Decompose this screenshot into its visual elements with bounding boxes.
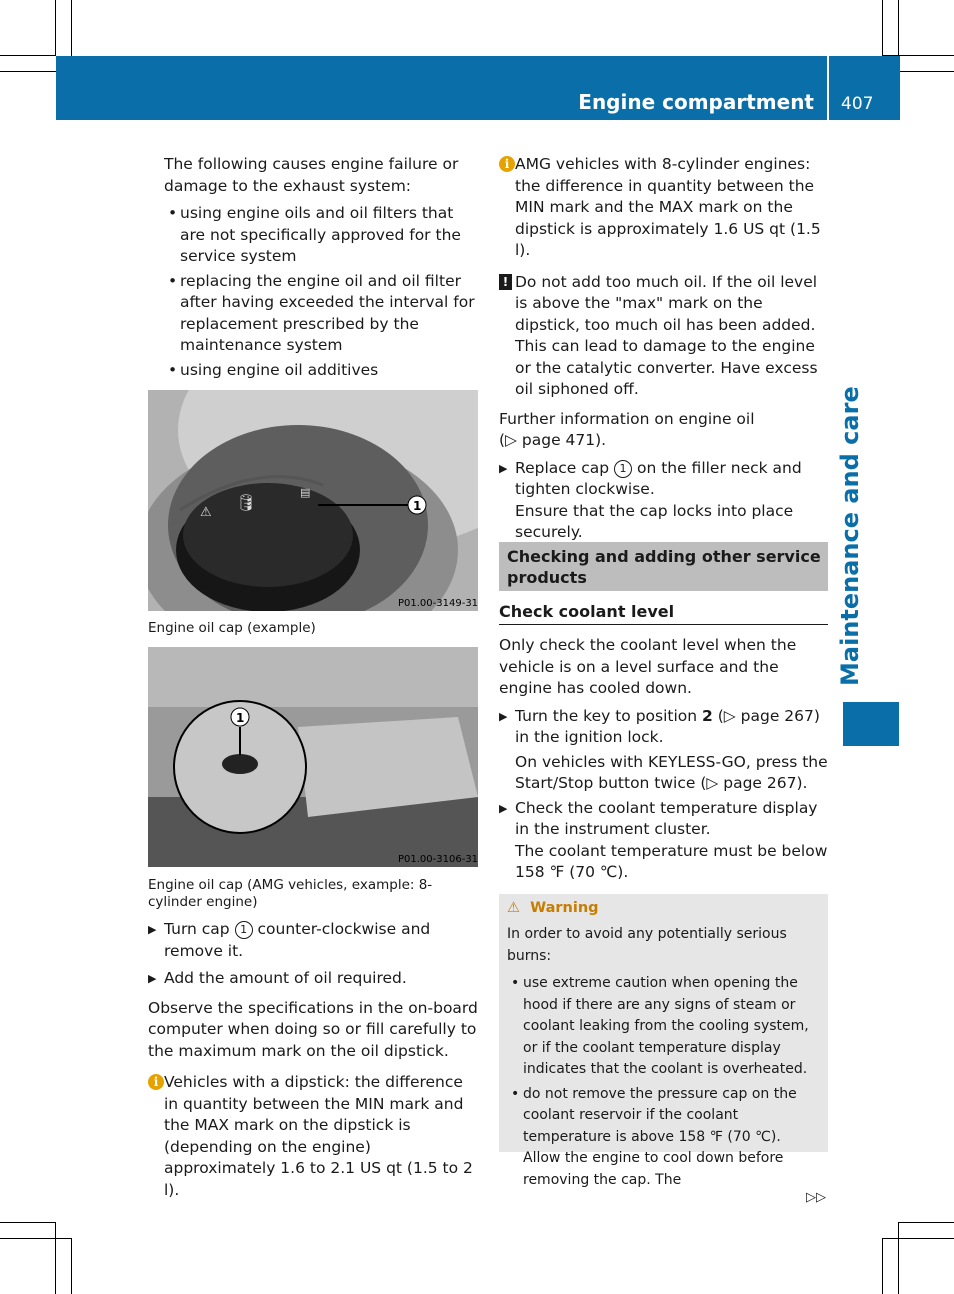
- step-arrow-icon: ▶: [148, 923, 157, 936]
- callout-reference: 1: [614, 460, 632, 478]
- observe-text: Observe the specifications in the on-board computer when doing so or fill carefully to the maximum mark on the oil dipstick.: [148, 998, 478, 1060]
- crop-mark: [0, 55, 56, 56]
- warning-list-item: • do not remove the pressure cap on the coolant reservoir if the coolant temperature is above 158 ℉ (70 ℃). Allow the engine to cool down before removing the cap. The: [507, 1084, 822, 1192]
- oil-instructions: [148, 919, 478, 1201]
- further-info: Further information on engine oil: [499, 409, 755, 428]
- callout-1: 1: [413, 499, 422, 513]
- instruction-step: ▶ Turn the key to position 2 (▷ page 267) in the ignition lock.: [499, 706, 820, 746]
- list-item: • replacing the engine oil and oil filter after having exceeded the interval for replacement prescribed by the maintenance system: [164, 271, 478, 357]
- crop-mark: [882, 1238, 954, 1239]
- caution-icon: !: [499, 274, 512, 290]
- callout-1: 1: [236, 711, 245, 725]
- svg-text:P01.00-3149-31: P01.00-3149-31: [398, 598, 478, 609]
- coolant-intro: Only check the coolant level when the vehicle is on a level surface and the engine has cooled down.: [499, 636, 797, 697]
- crop-mark: [0, 1222, 56, 1223]
- crop-mark: [71, 1238, 72, 1294]
- crop-mark: [898, 71, 954, 72]
- oil-cap-photo: [148, 390, 478, 611]
- image-caption: Engine oil cap (AMG vehicles, example: 8-cylinder engine): [148, 877, 433, 910]
- page-reference: (▷ page 471).: [499, 431, 607, 449]
- crop-mark: [882, 0, 883, 56]
- warning-heading: ⚠ Warning: [507, 900, 599, 916]
- info-icon: i: [499, 156, 515, 172]
- header-divider: [827, 56, 829, 120]
- svg-text:🛢: 🛢: [236, 493, 257, 512]
- intro-text: The following causes engine failure or damage to the exhaust system:: [164, 155, 459, 195]
- step-note: On vehicles with KEYLESS-GO, press the Start/Stop button twice (▷ page 267).: [515, 752, 828, 792]
- page-title: Engine compartment: [578, 90, 814, 114]
- svg-text:▤: ▤: [300, 486, 311, 499]
- crop-mark: [882, 1238, 883, 1294]
- instruction-step: ▶ Turn cap 1 counter-clockwise and remove it.: [148, 920, 431, 960]
- info-note: i AMG vehicles with 8-cylinder engines: the difference in quantity between the MIN mark and the MAX mark on the dipstick is approximately 1.6 US qt (1.5 l).: [499, 154, 828, 262]
- list-item: • using engine oil additives: [164, 360, 478, 382]
- crop-mark: [898, 1222, 899, 1294]
- section-heading: Checking and adding other service products: [507, 547, 821, 587]
- warning-list-item: • use extreme caution when opening the hood if there are any signs of steam or coolant leaking from the cooling system, or if the coolant temperature display indicates that the coolant is overheated.: [507, 973, 822, 1081]
- warning-triangle-icon: ⚠: [507, 900, 520, 916]
- chapter-side-label: Maintenance and care: [836, 386, 864, 686]
- step-arrow-icon: ▶: [499, 461, 508, 475]
- instruction-step: ▶ Replace cap 1 on the filler neck and tighten clockwise.: [499, 458, 802, 498]
- right-top-block: [499, 154, 828, 544]
- crop-mark: [898, 1222, 954, 1223]
- svg-text:⚠: ⚠: [200, 505, 212, 520]
- crop-mark: [55, 1222, 56, 1294]
- warning-box: [499, 894, 828, 1188]
- page-header: [56, 56, 900, 120]
- amg-engine-photo: [148, 647, 478, 867]
- instruction-step: ▶ Add the amount of oil required.: [148, 968, 478, 990]
- crop-mark: [0, 1238, 72, 1239]
- crop-mark: [55, 0, 56, 56]
- callout-reference: 1: [235, 921, 253, 939]
- section-heading-box: [499, 542, 828, 591]
- chapter-tab-marker: [843, 702, 899, 746]
- list-item: • using engine oils and oil filters that are not specifically approved for the service system: [164, 203, 478, 268]
- intro-block: [164, 154, 478, 381]
- step-arrow-icon: ▶: [148, 972, 157, 985]
- info-icon: i: [148, 1074, 164, 1090]
- subheading: Check coolant level: [499, 602, 828, 625]
- amg-engine-illustration: [148, 647, 478, 867]
- step-arrow-icon: ▶: [499, 709, 508, 723]
- svg-text:P01.00-3106-31: P01.00-3106-31: [398, 854, 478, 865]
- step-arrow-icon: ▶: [499, 801, 508, 815]
- continue-marker: ▷▷: [806, 1190, 826, 1205]
- step-note: The coolant temperature must be below 158 ℉ (70 ℃).: [515, 841, 828, 881]
- page-number: 407: [841, 94, 874, 114]
- info-note: i Vehicles with a dipstick: the difference in quantity between the MIN mark and the MAX mark on the dipstick is (depending on the engine) approximately 1.6 to 2.1 US qt (1.5 to 2 l).: [148, 1072, 478, 1201]
- coolant-block: [499, 635, 828, 884]
- oil-cap-illustration: [148, 390, 478, 611]
- instruction-step: ▶ Check the coolant temperature display in the instrument cluster.: [499, 798, 818, 838]
- image-caption: Engine oil cap (example): [148, 620, 316, 636]
- warning-intro: In order to avoid any potentially serious burns:: [507, 926, 787, 964]
- caution-note: ! Do not add too much oil. If the oil level is above the "max" mark on the dipstick, too much oil has been added. This can lead to damage to the engine or the catalytic converter. Have excess oil siphoned off.: [499, 272, 828, 401]
- step-note: Ensure that the cap locks into place securely.: [515, 501, 794, 541]
